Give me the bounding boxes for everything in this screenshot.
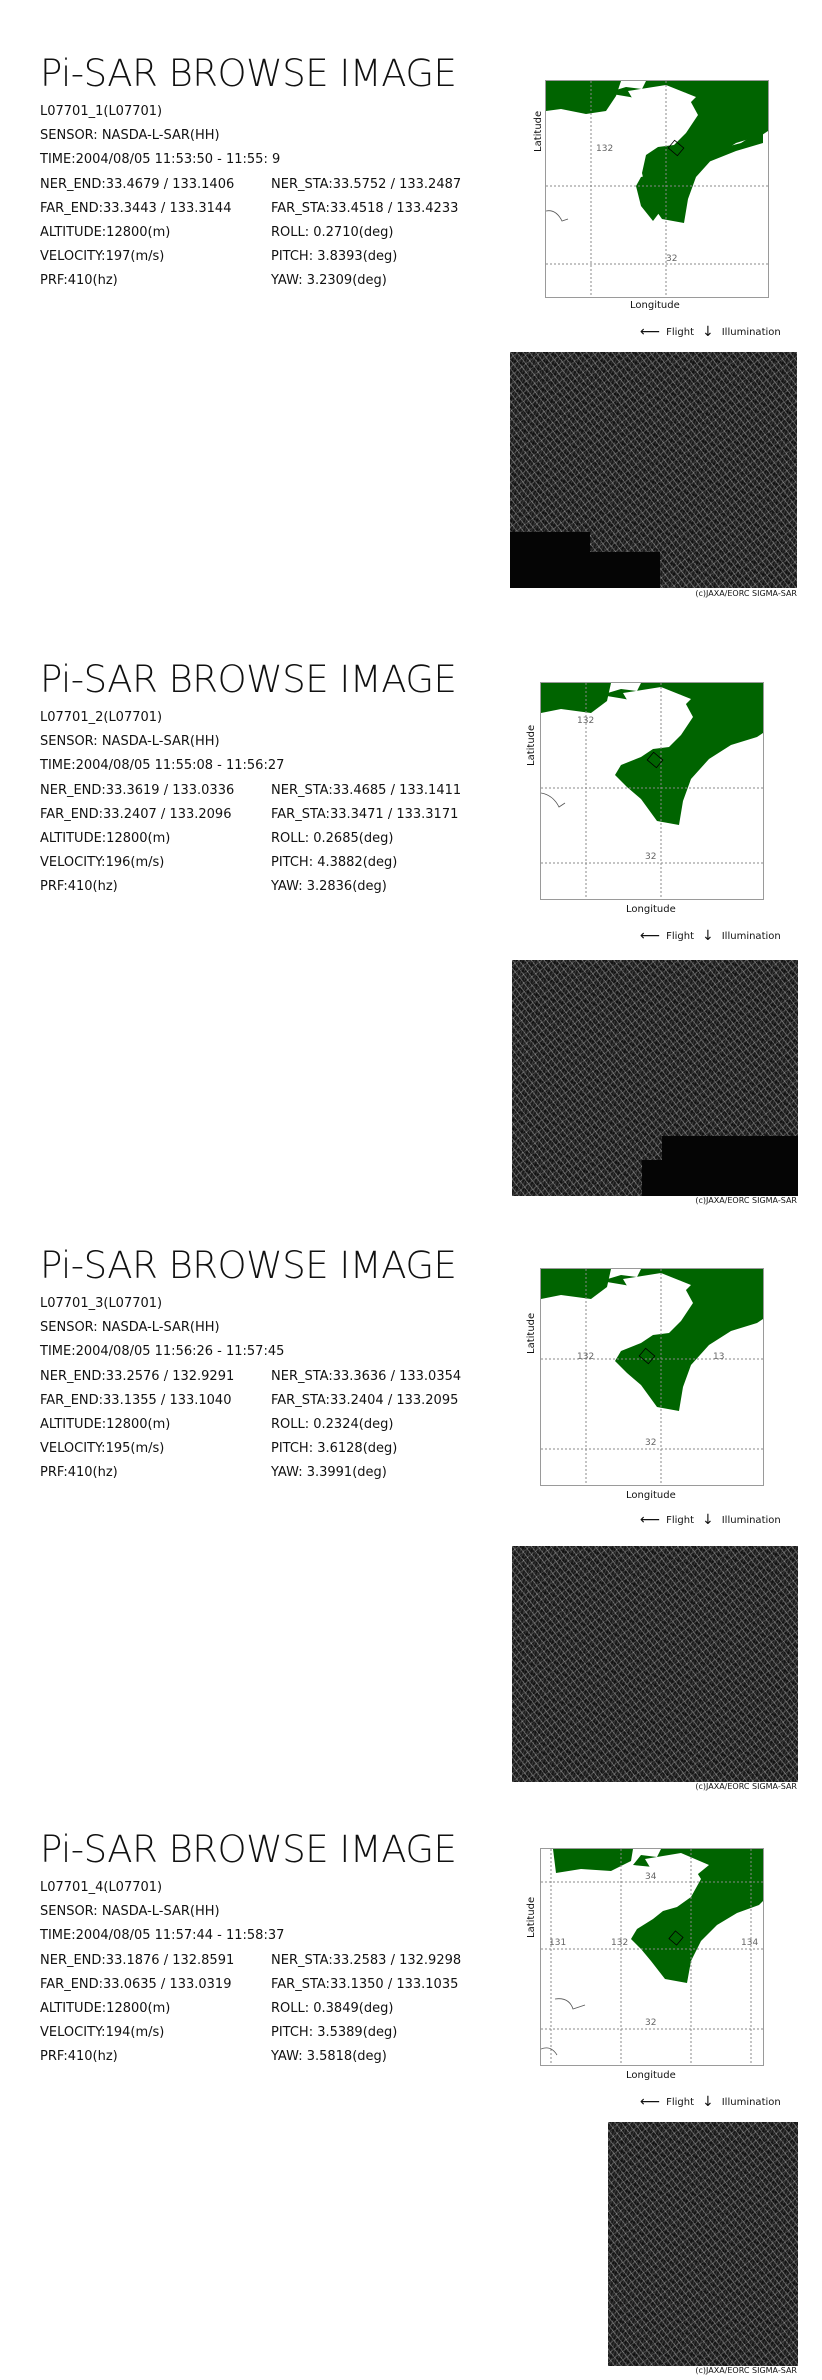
grid-label-32: 32 [666,254,678,264]
roll-text: ROLL: 0.2710(deg) [271,224,394,240]
flight-label: Flight [666,326,694,338]
grid-label-132: 132 [596,144,614,154]
copyright-text: (c)JAXA/EORC SIGMA-SAR [695,2366,797,2375]
land-area [546,81,621,114]
sar-texture [512,1546,798,1782]
grid-label-132: 132 [577,1352,595,1362]
page-title: Pi-SAR BROWSE IMAGE [40,52,457,95]
scene-id: L07701_3(L07701) [40,1296,163,1311]
latitude-axis-label: Latitude [533,110,544,152]
illumination-label: Illumination [721,326,781,338]
far-end-text: FAR_END:33.3443 / 133.3144 [40,200,232,216]
latitude-axis-label: Latitude [526,1896,537,1938]
sea-region [662,1136,798,1196]
grid-label-132: 132 [611,1938,629,1948]
sar-browse-image [512,1546,798,1782]
sensor-text: SENSOR: NASDA-L-SAR(HH) [40,734,220,750]
time-text: TIME:2004/08/05 11:56:26 - 11:57:45 [40,1344,285,1360]
browse-block-1 [0,52,822,602]
illumination-label: Illumination [721,930,781,942]
ner-sta-text: NER_STA:33.2583 / 132.9298 [271,1952,462,1968]
time-text: TIME:2004/08/05 11:55:08 - 11:56:27 [40,758,285,774]
longitude-axis-label: Longitude [626,904,676,915]
ner-end-text: NER_END:33.3619 / 133.0336 [40,782,235,798]
flight-arrow-icon: ⟵ [640,928,661,944]
metadata-panel [40,706,480,900]
latitude-axis-label: Latitude [526,724,537,766]
longitude-axis-label: Longitude [626,2070,676,2081]
metadata-panel [40,100,480,294]
prf-text: PRF:410(hz) [40,2049,118,2065]
metadata-panel [40,1292,480,1486]
grid-label-131: 131 [549,1938,567,1948]
browse-block-4 [0,1828,822,2380]
yaw-text: YAW: 3.2309(deg) [271,273,387,289]
illumination-arrow-icon: ↓ [702,1512,714,1528]
ner-sta-text: NER_STA:33.3636 / 133.0354 [271,1368,462,1384]
far-end-text: FAR_END:33.0635 / 133.0319 [40,1976,232,1992]
altitude-text: ALTITUDE:12800(m) [40,1416,171,1432]
copyright-text: (c)JAXA/EORC SIGMA-SAR [695,589,797,598]
far-end-text: FAR_END:33.2407 / 133.2096 [40,806,232,822]
grid-label-34: 34 [645,1872,657,1882]
far-sta-text: FAR_STA:33.2404 / 133.2095 [271,1392,459,1408]
land-area [541,1269,611,1299]
map-svg [541,1269,763,1485]
sensor-text: SENSOR: NASDA-L-SAR(HH) [40,128,220,144]
copyright-text: (c)JAXA/EORC SIGMA-SAR [695,1782,797,1791]
page-title: Pi-SAR BROWSE IMAGE [40,1828,457,1871]
prf-text: PRF:410(hz) [40,1465,118,1481]
flight-arrow-icon: ⟵ [640,324,661,340]
illumination-arrow-icon: ↓ [702,2094,714,2110]
altitude-text: ALTITUDE:12800(m) [40,224,171,240]
velocity-text: VELOCITY:194(m/s) [40,2025,165,2041]
location-map [540,682,764,900]
roll-text: ROLL: 0.3849(deg) [271,2000,394,2016]
far-sta-text: FAR_STA:33.4518 / 133.4233 [271,200,459,216]
longitude-axis-label: Longitude [630,300,680,311]
grid-label-32: 32 [645,852,657,862]
flight-label: Flight [666,1514,694,1526]
metadata-panel [40,1876,480,2070]
pitch-text: PITCH: 3.8393(deg) [271,249,398,265]
page-title: Pi-SAR BROWSE IMAGE [40,1244,457,1287]
grid-label-32: 32 [645,2018,657,2028]
ner-end-text: NER_END:33.1876 / 132.8591 [40,1952,235,1968]
velocity-text: VELOCITY:195(m/s) [40,1441,165,1457]
prf-text: PRF:410(hz) [40,879,118,895]
prf-text: PRF:410(hz) [40,273,118,289]
yaw-text: YAW: 3.5818(deg) [271,2049,387,2065]
scene-id: L07701_1(L07701) [40,104,163,119]
illumination-arrow-icon: ↓ [702,324,714,340]
grid-label-132: 132 [577,716,595,726]
altitude-text: ALTITUDE:12800(m) [40,830,171,846]
flight-illumination-legend [640,1512,781,1528]
flight-illumination-legend [640,2094,781,2110]
pitch-text: PITCH: 3.5389(deg) [271,2025,398,2041]
sensor-text: SENSOR: NASDA-L-SAR(HH) [40,1904,220,1920]
map-svg [541,1849,763,2065]
flight-arrow-icon: ⟵ [640,1512,661,1528]
map-svg [546,81,768,297]
coastline [541,1999,585,2055]
map-svg [541,683,763,899]
grid-label-32: 32 [645,1438,657,1448]
scene-id: L07701_4(L07701) [40,1880,163,1895]
longitude-axis-label: Longitude [626,1490,676,1501]
time-text: TIME:2004/08/05 11:53:50 - 11:55: 9 [40,152,281,168]
illumination-label: Illumination [721,1514,781,1526]
ner-end-text: NER_END:33.4679 / 133.1406 [40,176,235,192]
browse-block-2 [0,658,822,1208]
browse-block-3 [0,1244,822,1794]
flight-illumination-legend [640,324,781,340]
coastline [546,211,568,221]
sea-region [570,552,660,588]
yaw-text: YAW: 3.3991(deg) [271,1465,387,1481]
illumination-arrow-icon: ↓ [702,928,714,944]
roll-text: ROLL: 0.2324(deg) [271,1416,394,1432]
ner-sta-text: NER_STA:33.4685 / 133.1411 [271,782,462,798]
sar-texture [608,2122,798,2366]
sea-region [642,1160,672,1196]
velocity-text: VELOCITY:197(m/s) [40,249,165,265]
flight-illumination-legend [640,928,781,944]
latitude-axis-label: Latitude [526,1312,537,1354]
flight-label: Flight [666,2096,694,2108]
roll-text: ROLL: 0.2685(deg) [271,830,394,846]
pitch-text: PITCH: 3.6128(deg) [271,1441,398,1457]
sar-browse-image [510,352,797,588]
altitude-text: ALTITUDE:12800(m) [40,2000,171,2016]
location-map [540,1848,764,2066]
location-map [545,80,769,298]
far-end-text: FAR_END:33.1355 / 133.1040 [40,1392,232,1408]
pitch-text: PITCH: 4.3882(deg) [271,855,398,871]
flight-arrow-icon: ⟵ [640,2094,661,2110]
land-area [541,683,611,713]
sar-browse-image [608,2122,798,2366]
grid-label-134: 134 [741,1938,759,1948]
ner-sta-text: NER_STA:33.5752 / 133.2487 [271,176,462,192]
illumination-label: Illumination [721,2096,781,2108]
page-title: Pi-SAR BROWSE IMAGE [40,658,457,701]
sensor-text: SENSOR: NASDA-L-SAR(HH) [40,1320,220,1336]
coastline [541,793,565,807]
velocity-text: VELOCITY:196(m/s) [40,855,165,871]
scene-id: L07701_2(L07701) [40,710,163,725]
copyright-text: (c)JAXA/EORC SIGMA-SAR [695,1196,797,1205]
far-sta-text: FAR_STA:33.3471 / 133.3171 [271,806,459,822]
grid-label-13: 13 [713,1352,725,1362]
yaw-text: YAW: 3.2836(deg) [271,879,387,895]
sar-browse-image [512,960,798,1196]
far-sta-text: FAR_STA:33.1350 / 133.1035 [271,1976,459,1992]
ner-end-text: NER_END:33.2576 / 132.9291 [40,1368,235,1384]
location-map [540,1268,764,1486]
flight-label: Flight [666,930,694,942]
time-text: TIME:2004/08/05 11:57:44 - 11:58:37 [40,1928,285,1944]
